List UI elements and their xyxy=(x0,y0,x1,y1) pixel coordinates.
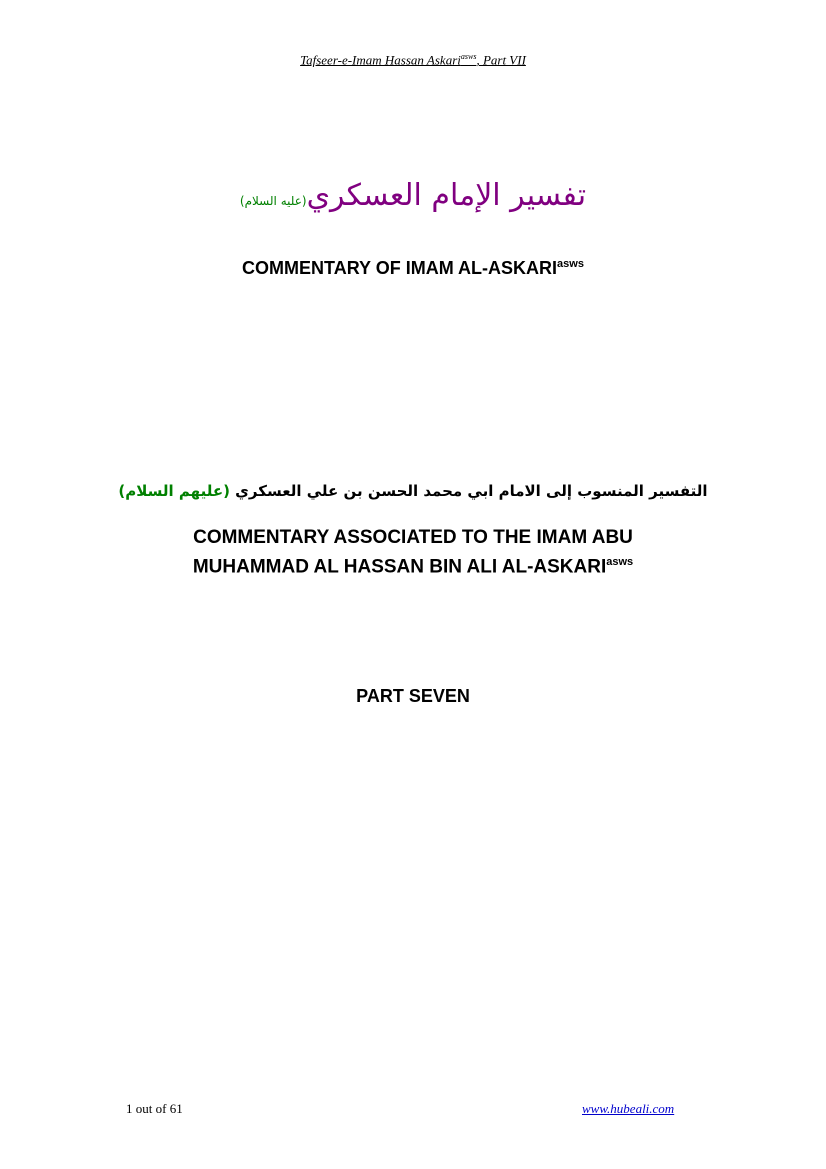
header-superscript: asws xyxy=(460,52,477,61)
arabic-subtitle xyxy=(0,482,826,500)
english-title-text: COMMENTARY OF IMAM AL-ASKARI xyxy=(242,258,558,278)
arabic-subtitle-main: التفسير المنسوب إلى الامام ابي محمد الحسن بن علي العسكري xyxy=(235,482,708,500)
arabic-subtitle-honorific: (عليهم السلام) xyxy=(118,482,230,500)
website-link[interactable]: www.hubeali.com xyxy=(582,1101,675,1116)
english-subtitle-line2-wrap xyxy=(0,550,826,579)
part-label: PART SEVEN xyxy=(356,686,470,706)
header-part: , Part VII xyxy=(476,52,526,68)
page-number: 1 out of 61 xyxy=(126,1101,183,1116)
english-subtitle xyxy=(0,526,826,579)
arabic-title xyxy=(0,178,826,213)
english-subtitle-line2: MUHAMMAD AL HASSAN BIN ALI AL-ASKARI xyxy=(192,556,607,578)
english-title xyxy=(0,258,826,279)
header-title: Tafseer-e-Imam Hassan Askari xyxy=(300,52,461,68)
running-header xyxy=(0,52,826,68)
arabic-title-honorific: (عليه السلام) xyxy=(239,194,307,208)
english-subtitle-line1: COMMENTARY ASSOCIATED TO THE IMAM ABU xyxy=(193,527,633,548)
english-title-superscript: asws xyxy=(557,258,584,270)
arabic-title-main: تفسير الإمام العسكري xyxy=(306,178,587,213)
english-subtitle-superscript: asws xyxy=(606,556,634,568)
